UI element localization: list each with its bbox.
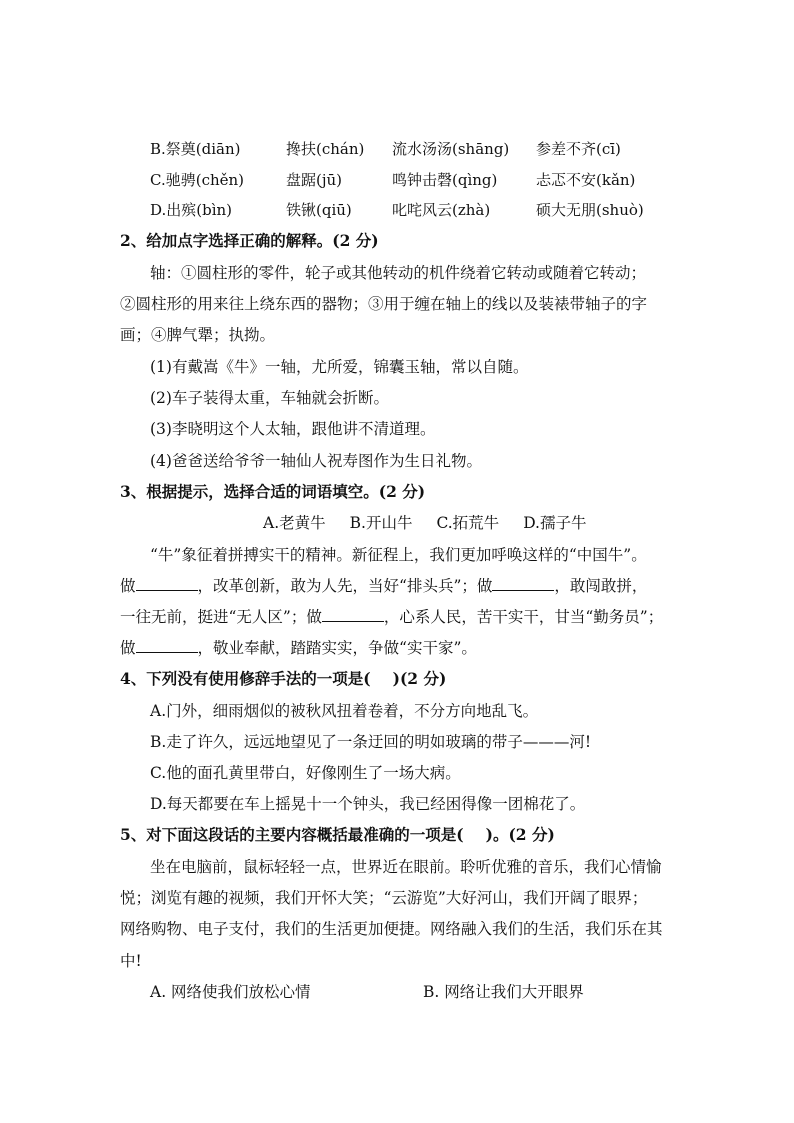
answer-blank-4[interactable] (136, 637, 198, 653)
q3-paragraph-line-4 (120, 636, 690, 660)
q1-c-word-2: 盘踞(jū) (286, 171, 343, 189)
q3-text: ，心系人民，苦干实干，甘当“勤务员”； (383, 608, 664, 626)
q1-d-word-3: 叱咤风云(zhà) (392, 201, 491, 219)
q1-option-row-b (150, 137, 676, 161)
q5-paragraph-line-2: 悦；浏览有趣的视频，我们开怀大笑；“云游览”大好河山，我们开阔了眼界； (120, 889, 648, 907)
q4-title-score: )(2 分) (392, 669, 447, 688)
q3-choices (263, 511, 794, 535)
q4-title (120, 667, 690, 691)
q2-item-2: (2)车子装得太重，车轴就会折断。 (150, 389, 389, 407)
q5-option-b: B. 网络让我们大开眼界 (423, 983, 584, 1001)
q5-paragraph-line-3: 网络购物、电子支付，我们的生活更加便捷。网络融入我们的生活，我们乐在其 (120, 920, 663, 938)
q2-title: 2、给加点字选择正确的解释。(2 分) (120, 231, 379, 250)
answer-blank-2[interactable] (492, 575, 554, 591)
q4-option-b: B.走了许久，远远地望见了一条迂回的明如玻璃的带子———河! (150, 733, 592, 751)
q4-option-a: A.门外，细雨烟似的被秋风扭着卷着，不分方向地乱飞。 (150, 702, 539, 720)
answer-blank-1[interactable] (136, 575, 198, 591)
q5-title-text: 5、对下面这段话的主要内容概括最准确的一项是( (120, 825, 464, 844)
q1-d-word-2: 铁锹(qiū) (286, 201, 352, 219)
q3-text: 一往无前，挺进“无人区”；做 (120, 608, 322, 626)
q4-option-c: C.他的面孔黄里带白，好像刚生了一场大病。 (150, 764, 461, 782)
q2-definition-line-1: 轴：①圆柱形的零件，轮子或其他转动的机件绕着它转动或随着它转动； (150, 264, 647, 282)
q5-option-a: A. 网络使我们放松心情 (150, 983, 311, 1001)
q2-item-3: (3)李晓明这个人太轴，跟他讲不清道理。 (150, 420, 436, 438)
q4-option-d: D.每天都要在车上摇晃十一个钟头，我已经困得像一团棉花了。 (150, 795, 586, 813)
q3-choice-a: A.老黄牛 (263, 514, 326, 532)
q1-c-word-4: 忐忑不安(kǎn) (536, 171, 636, 189)
q3-paragraph-line-2 (120, 574, 690, 598)
q1-b-word-2: 搀扶(chán) (286, 140, 365, 158)
q5-title-score: )。(2 分) (485, 825, 555, 844)
q1-b-word-1: B.祭奠(diān) (150, 140, 241, 158)
q1-d-word-1: D.出殡(bìn) (150, 201, 233, 219)
q4-title-text: 4、下列没有使用修辞手法的一项是( (120, 669, 371, 688)
answer-blank-3[interactable] (322, 606, 384, 622)
q3-text: 做 (120, 577, 136, 595)
q3-text: 做 (120, 639, 136, 657)
q2-definition-line-2: ②圆柱形的用来往上绕东西的器物；③用于缠在轴上的线以及装裱带轴子的字 (120, 295, 648, 313)
q3-paragraph-line-1: “牛”象征着拼搏实干的精神。新征程上，我们更加呼唤这样的“中国牛”。 (150, 546, 647, 564)
q3-choice-b: B.开山牛 (349, 514, 413, 532)
q1-c-word-1: C.驰骋(chěn) (150, 171, 245, 189)
q2-item-1: (1)有戴嵩《牛》一轴，尤所爱，锦囊玉轴，常以自随。 (150, 358, 529, 376)
q1-d-word-4: 硕大无朋(shuò) (536, 201, 644, 219)
q3-text: ，敬业奉献，踏踏实实，争做“实干家”。 (197, 639, 477, 657)
q3-choice-d: D.孺子牛 (523, 514, 587, 532)
q1-b-word-4: 参差不齐(cī) (536, 140, 621, 158)
q2-item-4: (4)爸爸送给爷爷一轴仙人祝寿图作为生日礼物。 (150, 452, 482, 470)
q3-text: ，敢闯敢拼， (554, 577, 648, 595)
q1-c-word-3: 鸣钟击磬(qìng) (392, 171, 498, 189)
q5-paragraph-line-4: 中! (120, 952, 142, 970)
q1-b-word-3: 流水汤汤(shāng) (392, 140, 510, 158)
q5-title (120, 823, 690, 847)
q1-option-row-c (150, 168, 676, 192)
q2-definition-line-3: 画；④脾气犟；执拗。 (120, 326, 276, 344)
q3-title: 3、根据提示，选择合适的词语填空。(2 分) (120, 482, 426, 501)
q3-text: ，改革创新，敢为人先，当好“排头兵”；做 (197, 577, 493, 595)
q3-choice-c: C.拓荒牛 (436, 514, 500, 532)
q3-paragraph-line-3 (120, 605, 690, 629)
q5-paragraph-line-1: 坐在电脑前，鼠标轻轻一点，世界近在眼前。聆听优雅的音乐，我们心情愉 (150, 858, 662, 876)
q1-option-row-d (150, 198, 676, 222)
